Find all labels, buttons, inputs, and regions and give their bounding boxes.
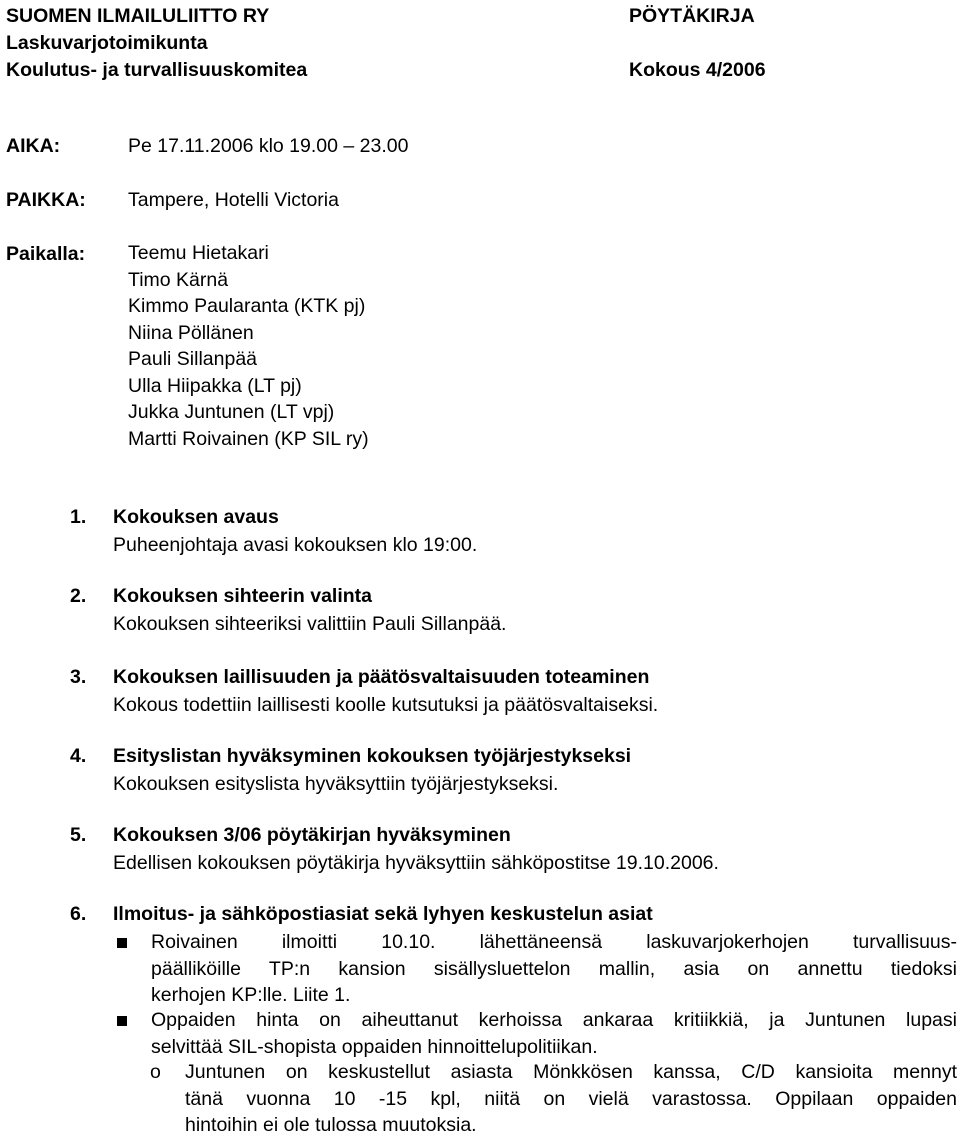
paragraph-line: tänä vuonna 10 -15 kpl, niitä on vielä varastossa. Oppilaan oppaiden xyxy=(185,1087,957,1110)
paragraph-line: Juntunen on keskustellut asiasta Mönkkösen kanssa, C/D kansioita mennyt xyxy=(185,1061,957,1083)
header-left xyxy=(6,3,307,84)
item-number: 4. xyxy=(70,745,87,767)
item-text: Kokous todettiin laillisesti koolle kutsutuksi ja päätösvaltaiseksi. xyxy=(113,694,659,716)
paragraph-line: Roivainen ilmoitti 10.10. lähettäneensä laskuvarjokerhojen turvallisuus- xyxy=(151,931,957,953)
place-value: Tampere, Hotelli Victoria xyxy=(128,189,339,211)
header-right xyxy=(629,3,766,84)
square-bullet-icon xyxy=(117,1016,127,1026)
item-title: Esityslistan hyväksyminen kokouksen työjärjestykseksi xyxy=(113,745,632,767)
attendee: Ulla Hiipakka (LT pj) xyxy=(128,374,302,397)
paragraph-line: Oppaiden hinta on aiheuttanut kerhoissa ankaraa kritiikkiä, ja Juntunen lupasi xyxy=(151,1009,957,1031)
item-number: 5. xyxy=(70,824,87,846)
item-text: Kokouksen sihteeriksi valittiin Pauli Sillanpää. xyxy=(113,613,507,635)
item-text: Puheenjohtaja avasi kokouksen klo 19:00. xyxy=(113,534,478,556)
paragraph-line: selvittää SIL-shopista oppaiden hinnoittelupolitiikan. xyxy=(151,1035,598,1058)
paragraph-line: kerhojen KP:lle. Liite 1. xyxy=(151,984,351,1006)
item-number: 3. xyxy=(70,666,87,688)
item-title: Kokouksen laillisuuden ja päätösvaltaisuuden toteaminen xyxy=(113,666,650,688)
present-label: Paikalla: xyxy=(6,243,86,265)
item-text: Kokouksen esityslista hyväksyttiin työjärjestykseksi. xyxy=(113,773,559,795)
item-title: Kokouksen sihteerin valinta xyxy=(113,585,372,607)
item-number: 2. xyxy=(70,585,87,607)
item-title: Kokouksen 3/06 pöytäkirjan hyväksyminen xyxy=(113,824,511,846)
attendee: Teemu Hietakari xyxy=(128,242,269,264)
time-label: AIKA: xyxy=(6,135,61,157)
attendee: Pauli Sillanpää xyxy=(128,348,258,370)
bullet-paragraph-1 xyxy=(151,929,957,1009)
sub-bullet-paragraph xyxy=(185,1059,957,1139)
subcommittee-name: Koulutus- ja turvallisuuskomitea xyxy=(6,59,308,81)
item-number: 6. xyxy=(70,903,87,925)
meeting-number: Kokous 4/2006 xyxy=(629,59,766,81)
attendee: Niina Pöllänen xyxy=(128,321,254,344)
attendee: Timo Kärnä xyxy=(128,268,229,291)
paragraph-line: päälliköille TP:n kansion sisällysluettelon mallin, asia on annettu tiedoksi xyxy=(151,957,957,980)
time-value: Pe 17.11.2006 klo 19.00 – 23.00 xyxy=(128,135,409,157)
item-text: Edellisen kokouksen pöytäkirja hyväksyttiin sähköpostitse 19.10.2006. xyxy=(113,852,719,874)
item-number: 1. xyxy=(70,506,87,528)
item-title: Ilmoitus- ja sähköpostiasiat sekä lyhyen keskustelun asiat xyxy=(113,903,653,925)
attendee: Jukka Juntunen (LT vpj) xyxy=(128,401,335,423)
place-label: PAIKKA: xyxy=(6,189,86,211)
paragraph-line: hintoihin ei ole tulossa muutoksia. xyxy=(185,1114,477,1136)
bullet-paragraph-2 xyxy=(151,1007,957,1060)
circle-bullet-icon: o xyxy=(150,1061,161,1083)
item-title: Kokouksen avaus xyxy=(113,506,279,528)
committee-name: Laskuvarjotoimikunta xyxy=(6,32,208,54)
attendee: Martti Roivainen (KP SIL ry) xyxy=(128,427,369,450)
attendee: Kimmo Paularanta (KTK pj) xyxy=(128,295,366,317)
doc-type: PÖYTÄKIRJA xyxy=(629,5,755,27)
org-name: SUOMEN ILMAILULIITTO RY xyxy=(6,5,270,27)
square-bullet-icon xyxy=(117,938,127,948)
attendee-list xyxy=(128,240,369,452)
